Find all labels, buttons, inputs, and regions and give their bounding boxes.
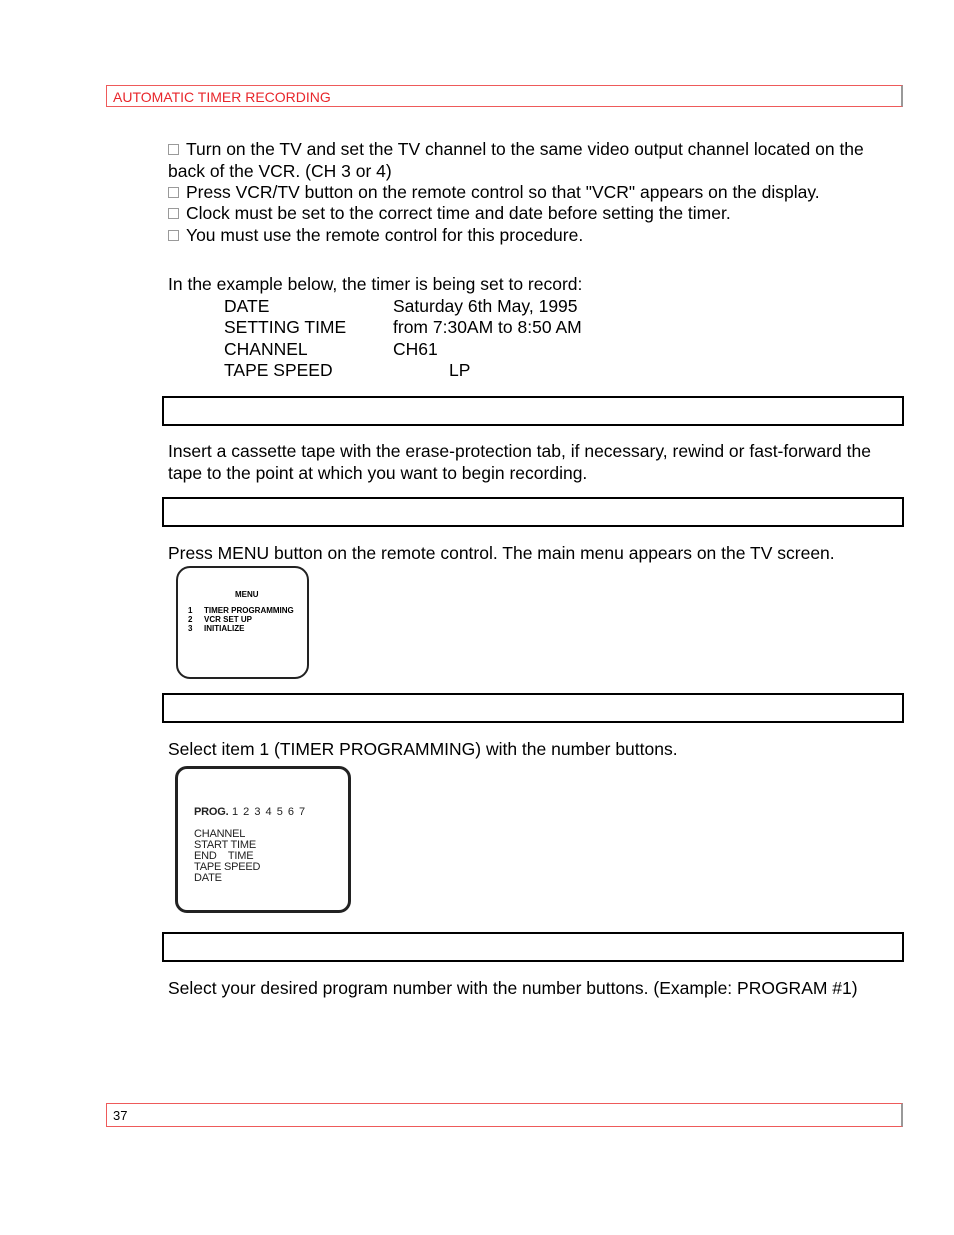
menu-item-label: INITIALIZE bbox=[204, 624, 245, 633]
timer-field-end-time: END TIME bbox=[194, 850, 254, 862]
menu-item-num: 3 bbox=[188, 624, 193, 633]
menu-item-num: 2 bbox=[188, 615, 193, 624]
example-label-channel: CHANNEL bbox=[224, 339, 308, 359]
page-footer bbox=[106, 1103, 903, 1127]
step-4-heading-box bbox=[162, 932, 904, 962]
bullet-box-icon bbox=[168, 187, 179, 198]
step-4-text: Select your desired program number with the number buttons. (Example: PROGRAM #1) bbox=[168, 978, 858, 998]
step-1-text: Insert a cassette tape with the erase-protection tab, if necessary, rewind or fast-forward the tape to the point at which you want to begin recording. bbox=[168, 441, 871, 483]
timer-field-channel: CHANNEL bbox=[194, 828, 246, 840]
timer-field-tape-speed: TAPE SPEED bbox=[194, 861, 261, 873]
step-1-heading-box bbox=[162, 396, 904, 426]
menu-item-num: 1 bbox=[188, 606, 193, 615]
bullet-box-icon bbox=[168, 208, 179, 219]
bullet-box-icon bbox=[168, 230, 179, 241]
page-header bbox=[106, 85, 903, 107]
timer-prog-label: PROG. bbox=[194, 806, 229, 818]
example-label-speed: TAPE SPEED bbox=[224, 360, 333, 380]
intro-bullet-4: You must use the remote control for this procedure. bbox=[168, 225, 898, 247]
menu-tv-screen bbox=[176, 566, 309, 679]
menu-item-label: TIMER PROGRAMMING bbox=[204, 606, 294, 615]
step-2-heading-box bbox=[162, 497, 904, 527]
section-title: AUTOMATIC TIMER RECORDING bbox=[113, 89, 331, 105]
step-2-text: Press MENU button on the remote control. The main menu appears on the TV screen. bbox=[168, 543, 835, 563]
timer-tv-screen bbox=[175, 766, 351, 913]
menu-screen-title: MENU bbox=[235, 590, 259, 599]
example-label-time: SETTING TIME bbox=[224, 317, 347, 337]
page-number: 37 bbox=[113, 1108, 128, 1123]
timer-field-start-time: START TIME bbox=[194, 839, 256, 851]
example-value-channel: CH61 bbox=[393, 339, 438, 359]
intro-bullet-1: Turn on the TV and set the TV channel to the same video output channel located on the back of the VCR. (CH 3 or 4) bbox=[168, 139, 864, 181]
timer-prog-numbers: 1 2 3 4 5 6 7 bbox=[232, 806, 307, 818]
step-3-text: Select item 1 (TIMER PROGRAMMING) with the number buttons. bbox=[168, 739, 678, 759]
example-value-speed: LP bbox=[449, 360, 471, 380]
intro-bullet-2: Press VCR/TV button on the remote control so that "VCR" appears on the display. bbox=[168, 182, 898, 204]
intro-bullet-3: Clock must be set to the correct time and date before setting the timer. bbox=[168, 203, 898, 225]
example-value-time: from 7:30AM to 8:50 AM bbox=[393, 317, 582, 337]
example-label-date: DATE bbox=[224, 296, 270, 316]
example-lead: In the example below, the timer is being set to record: bbox=[168, 274, 583, 294]
menu-item-label: VCR SET UP bbox=[204, 615, 253, 624]
step-3-heading-box bbox=[162, 693, 904, 723]
bullet-box-icon bbox=[168, 144, 179, 155]
example-value-date: Saturday 6th May, 1995 bbox=[393, 296, 578, 316]
timer-field-date: DATE bbox=[194, 872, 222, 884]
